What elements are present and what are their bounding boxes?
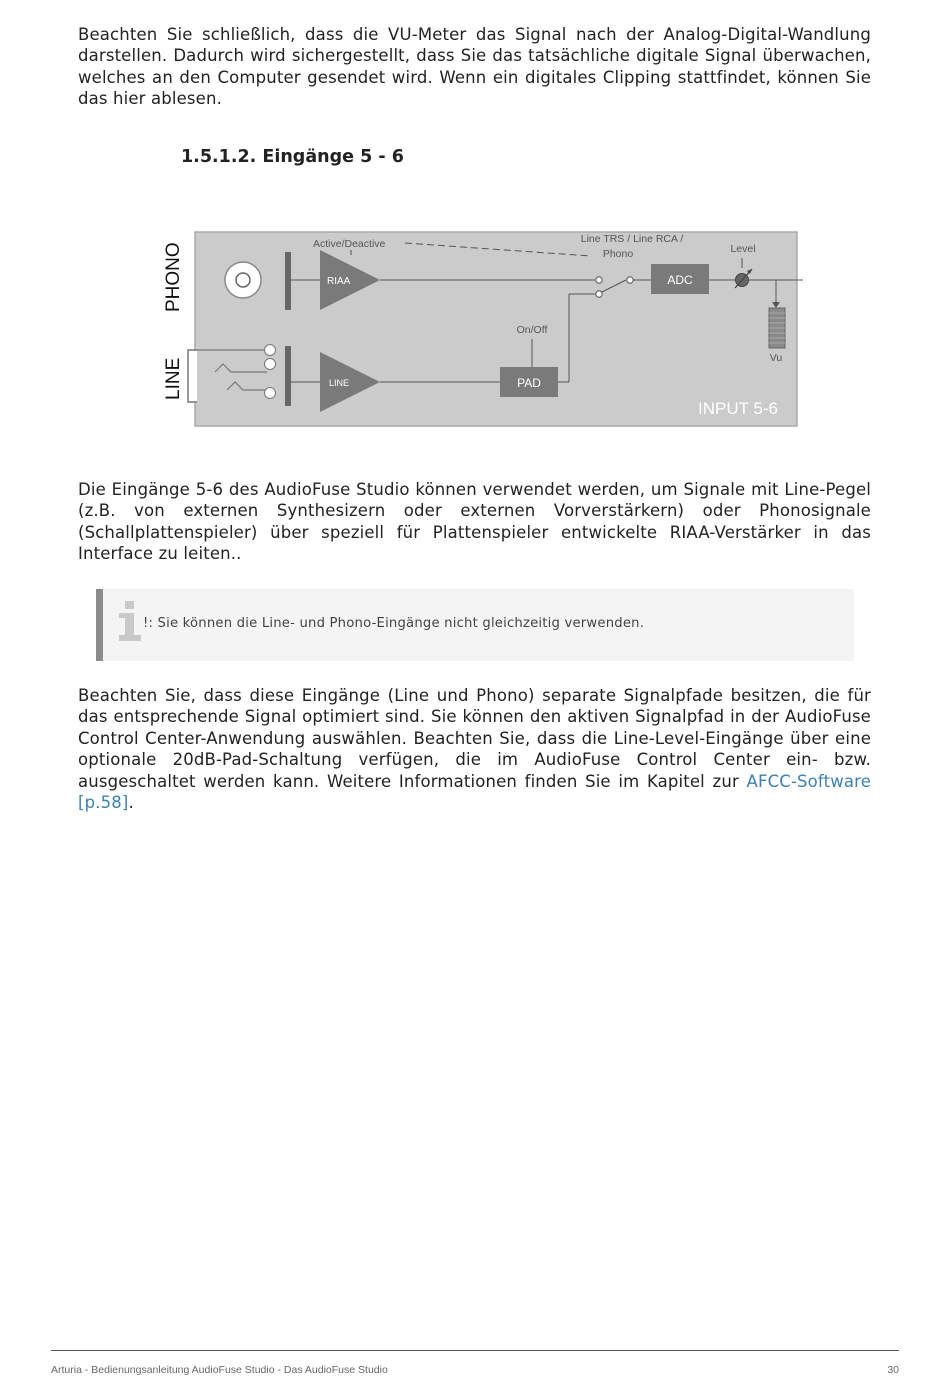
info-note [96, 589, 854, 661]
paragraph-signal-paths-text: Beachten Sie, dass diese Eingänge (Line und Phono) separate Signalpfade besitzen, die für das entsprechende Signal optimiert sind. Sie können den aktiven Signalpfad in der AudioFuse Control Center-Anwendung auswählen. Beachten Sie, dass die Line-Level-Eingänge über eine optionale 20dB-Pad-Schaltung verfügen, die im AudioFuse Control Center ein- bzw. ausgeschaltet werden kann. Weitere Informationen finden Sie im Kapitel zur [78, 686, 871, 791]
rca-jack-icon [225, 262, 261, 298]
footer-divider [51, 1350, 899, 1351]
footer-title: Arturia - Bedienungsanleitung AudioFuse Studio - Das AudioFuse Studio [51, 1364, 388, 1376]
page-number: 30 [887, 1364, 899, 1376]
on-off-label: On/Off [516, 324, 548, 336]
switch-label-line2: Phono [602, 248, 634, 260]
pad-label: PAD [517, 376, 541, 390]
note-text: !: Sie können die Line- und Phono-Eingänge nicht gleichzeitig verwenden. [143, 616, 645, 631]
afcc-software-link[interactable]: AFCC-Software [p.58] [78, 771, 871, 813]
phono-label: PHONO [163, 242, 184, 312]
paragraph-signal-paths [78, 685, 871, 813]
phono-connector-bar [285, 252, 291, 310]
line-amp-label: LINE [329, 378, 350, 388]
section-heading: 1.5.1.2. Eingänge 5 - 6 [181, 147, 404, 167]
input-label: INPUT 5-6 [698, 399, 778, 418]
paragraph-inputs-description: Die Eingänge 5-6 des AudioFuse Studio können verwendet werden, um Signale mit Line-Pegel (z.B. von externen Synthesizern oder externen Vorverstärkern) oder Phonosignale (Schallplattenspieler) über speziell für Plattenspieler entwickelte RIAA-Verstärker in das Interface zu leiten.. [78, 480, 871, 564]
adc-label: ADC [667, 273, 693, 287]
line-connector-bar [285, 346, 291, 406]
level-label: Level [730, 243, 756, 255]
vu-label: Vu [769, 352, 783, 364]
switch-label-line1: Line TRS / Line RCA / [580, 233, 684, 245]
riaa-label: RIAA [327, 276, 351, 287]
paragraph-vu-meter: Beachten Sie schließlich, dass die VU-Meter das Signal nach der Analog-Digital-Wandlung darstellen. Dadurch wird sichergestellt, dass Sie das tatsächliche digitale Signal überwachen, welches an den Computer gesendet wird. Wenn ein digitales Clipping stattfindet, können Sie das hier ablesen. [78, 25, 871, 109]
line-label: LINE [163, 357, 184, 400]
info-icon [117, 601, 143, 643]
input-5-6-signal-diagram [155, 222, 810, 437]
active-deactive-label: Active/Deactive [313, 238, 386, 250]
paragraph-signal-paths-end: . [128, 793, 134, 813]
vu-meter [769, 308, 785, 348]
